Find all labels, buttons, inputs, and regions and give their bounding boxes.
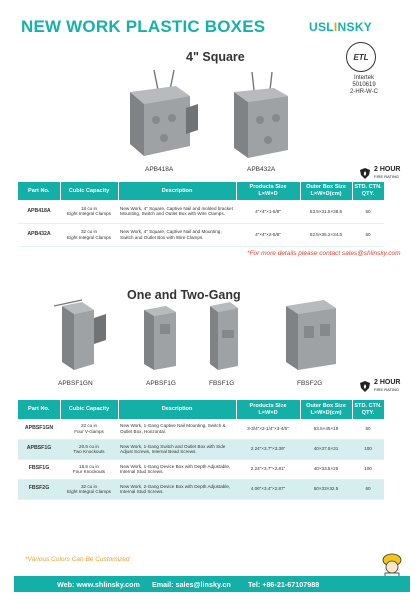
product-caption: APBSF1GN	[58, 380, 93, 387]
table-row: APBSF1G 20.5 cu in Two Knockouts New Work, 1-Gang Switch and Outlet Box with Side Adjust Screws, Internal Bead Screws. 2.24"×3.7"×3.39" 40×37.5×31 100	[18, 439, 384, 459]
product-image-fbsf1g	[206, 300, 242, 374]
fire-rating-badge: 2 HOUR FIRE RATING	[360, 166, 400, 180]
fire-rating-badge: 2 HOUR FIRE RATING	[360, 379, 400, 393]
square-spec-table	[18, 182, 385, 247]
footer-email-link[interactable]: Email: sales@linsky.cn	[152, 579, 231, 589]
customization-note: *Various Colors Can Be Customized	[25, 556, 130, 563]
gang-spec-table	[18, 400, 385, 500]
product-image-apb432a	[230, 70, 292, 162]
header-description: Description	[118, 182, 236, 200]
section-title-square: 4" Square	[186, 50, 245, 64]
product-caption: APB432A	[247, 166, 276, 173]
product-image-apbsf1g	[140, 304, 180, 374]
header-part-no: Part No.	[18, 182, 60, 200]
header-description: Description	[118, 400, 236, 419]
brand-logo: USLINSKY	[309, 20, 373, 34]
etl-mark-icon: ETL	[346, 42, 376, 72]
header-ctn-qty: STD. CTN. QTY.	[352, 182, 384, 200]
table-row: FBSF1G 18.5 cu in Four Knockouts New Work, 1-Gang Device Box with Depth Adjustable, Internal Stud Screws. 2.24"×3.7"×2.81" 40×33.5×25 100	[18, 459, 384, 479]
header-outer-box-size: Outer Box Size L×W×D(cm)	[300, 182, 352, 200]
header-part-no: Part No.	[18, 400, 60, 419]
certification-text: Intertek 5010619 2-HR-W-C	[350, 75, 378, 95]
header-product-size: Products Size L×W×D	[236, 182, 300, 200]
table-row: APB432A 32 cu in Eight Integral Clamps New Work, 4" Square, Captive Nail and Mounting, Switch and Outlet Box with Wire Clamps. 4"×4"×2-5/8" 52.5×35.2×34.5 50	[18, 223, 384, 246]
table-row: APB418A 18 cu in Eight Integral Clamps New Work, 4" Square, Captive Nail and molded bracket Mounting, Switch and Outlet Box with Wire Clamps. 4"×4"×1-5/8" 53.5×31.5×38.5 50	[18, 200, 384, 223]
product-caption: APB418A	[145, 166, 174, 173]
section-title-gang: One and Two-Gang	[127, 288, 241, 302]
header-cubic-capacity: Cubic Capacity	[60, 400, 118, 419]
catalog-page	[4, 0, 408, 609]
product-image-apb418a	[124, 68, 200, 160]
header-product-size: Products Size L×W×D	[236, 400, 300, 419]
product-caption: FBSF1G	[209, 380, 235, 387]
footer-website-link[interactable]: Web: www.shlinsky.com	[57, 579, 140, 589]
table-row: FBSF2G 32 cu in Eight Integral Clamps New Work, 2-Gang Device Box with Depth Adjustable, Internal Stud Screws. 4.06"×3.4"×2.87" 50×33×32.5 60	[18, 479, 384, 499]
footer-bar	[14, 576, 410, 592]
product-caption: APBSF1G	[146, 380, 176, 387]
header-ctn-qty: STD. CTN. QTY.	[352, 400, 384, 419]
fire-shield-icon	[360, 168, 370, 179]
page-title: NEW WORK PLASTIC BOXES	[21, 17, 266, 36]
product-caption: FBSF2G	[297, 380, 323, 387]
product-image-fbsf2g	[282, 298, 340, 374]
header-cubic-capacity: Cubic Capacity	[60, 182, 118, 200]
header-outer-box-size: Outer Box Size L×W×D(cm)	[300, 400, 352, 419]
footer-phone: Tel: +86-21-67107988	[248, 579, 320, 589]
contact-note: *For more details please contact sales@shlinsky.com	[247, 250, 401, 257]
fire-shield-icon	[360, 381, 370, 392]
table-row: APBSF1GN 22 cu in Four V-clamps New Work, 1-Gang Captive Nail Mounting, Switch & Outlet Box, Horizontal. 3-3/4"×2-1/4"×3-4/5" 53.5×45×19 50	[18, 419, 384, 439]
product-image-apbsf1gn	[48, 296, 110, 374]
